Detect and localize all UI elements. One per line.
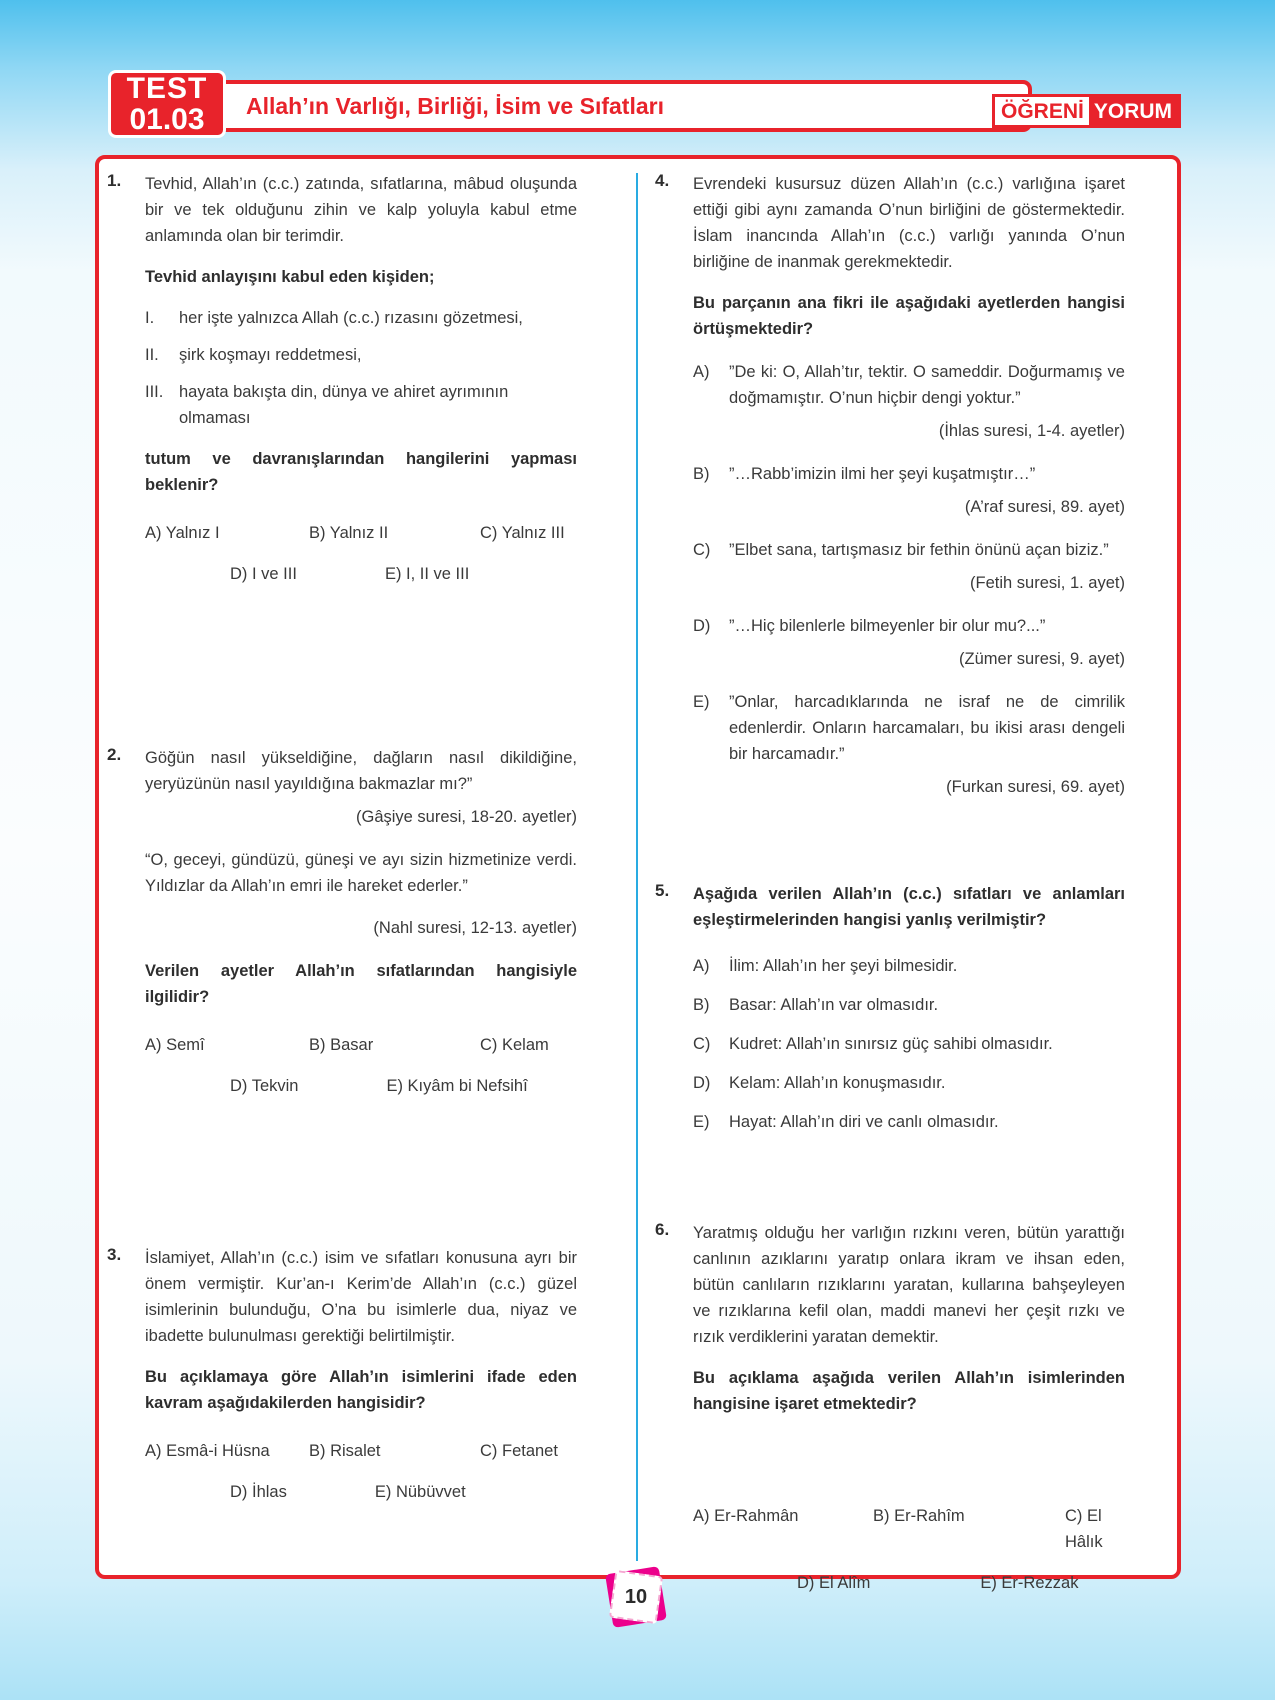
option-e: E) Nübüvvet — [374, 1482, 466, 1501]
option-d — [693, 1070, 1125, 1096]
brand-logo — [992, 94, 1181, 128]
roman-item-text: şirk koşmayı reddetmesi, — [179, 346, 362, 364]
question-2-options-row-1 — [145, 1032, 577, 1058]
question-4 — [655, 171, 1127, 817]
brand-part-yorum: YORUM — [1089, 97, 1178, 125]
option-c — [693, 1031, 1125, 1057]
option-c: C) Fetanet — [480, 1441, 558, 1460]
question-6-number: 6. — [655, 1219, 670, 1239]
question-1-intro: Tevhid, Allah’ın (c.c.) zatında, sıfatlarına, mâbud oluşunda bir ve tek olduğunu zihin ve kalp yoluyla kabul etme anlamında olan bir terimdir. — [145, 175, 577, 245]
option-text: Kelam: Allah’ın konuşmasıdır. — [729, 1073, 946, 1092]
option-e: E) Er-Rezzak — [980, 1573, 1079, 1592]
option-e — [693, 1109, 1125, 1135]
question-3-stem: Bu açıklamaya göre Allah’ın isimlerini ifade eden kavram aşağıdakilerden hangisidir? — [145, 1367, 577, 1412]
option-b: B) Er-Rahîm — [873, 1506, 965, 1525]
option-a: A) Yalnız I — [145, 524, 220, 542]
option-text: ”…Hiç bilenlerle bilmeyenler bir olur mu?...” — [729, 617, 1046, 635]
column-divider — [636, 173, 638, 1561]
option-text: ”Elbet sana, tartışmasız bir fethin önünü açan biziz.” — [729, 541, 1109, 559]
option-b — [693, 992, 1125, 1018]
roman-item-1 — [145, 305, 577, 331]
option-text: ”…Rabb’imizin ilmi her şeyi kuşatmıştır…” — [729, 465, 1036, 483]
option-text: İlim: Allah’ın her şeyi bilmesidir. — [729, 956, 958, 975]
option-a — [693, 359, 1125, 411]
question-1-number: 1. — [107, 171, 122, 190]
roman-numeral: III. — [145, 383, 164, 401]
question-1-stem-1: Tevhid anlayışını kabul eden kişiden; — [145, 268, 435, 286]
brand-part-ogreni: ÖĞRENİ — [995, 97, 1089, 125]
question-6-intro: Yaratmış olduğu her varlığın rızkını veren, bütün yarattığı canlının azıklarını yaratıp onlara ikram ve ihsan eden, bütün canlıların rızıklarını yaratan, kullarına bahşeyleyen ve rızıklarına kefil olan, maddi manevi her çeşit rızkı ve rızık verdiklerini yaratan demektir. — [693, 1223, 1125, 1346]
option-letter: D) — [693, 617, 711, 635]
question-2-number: 2. — [107, 745, 122, 764]
citation: (Nahl suresi, 12-13. ayetler) — [373, 919, 577, 937]
option-letter: E) — [693, 693, 710, 711]
question-2-stem: Verilen ayetler Allah’ın sıfatlarından hangisiyle ilgilidir? — [145, 961, 577, 1006]
question-6-stem: Bu açıklama aşağıda verilen Allah’ın isimlerinden hangisine işaret etmektedir? — [693, 1368, 1125, 1413]
option-d: D) El Alîm — [797, 1573, 871, 1592]
roman-item-3 — [145, 379, 577, 431]
question-4-stem: Bu parçanın ana fikri ile aşağıdaki ayetlerden hangisi örtüşmektedir? — [693, 294, 1125, 338]
option-letter: E) — [693, 1112, 710, 1131]
question-4-number: 4. — [655, 171, 670, 190]
option-letter: D) — [693, 1073, 711, 1092]
question-5 — [655, 881, 1127, 1135]
option-c: C) Kelam — [480, 1035, 549, 1054]
option-d: D) İhlas — [230, 1482, 287, 1501]
question-1 — [107, 171, 579, 587]
question-2 — [107, 745, 579, 1099]
option-letter: B) — [693, 995, 710, 1014]
question-4-intro: Evrendeki kusursuz düzen Allah’ın (c.c.) varlığına işaret ettiği gibi aynı zamanda O’nun birliğini de göstermektedir. İslam inancında Allah’ın (c.c.) varlığı yanında O’nun birliğine de inanmak gerekmektedir. — [693, 175, 1125, 271]
question-3-options-row-2 — [145, 1479, 577, 1505]
citation: (Furkan suresi, 69. ayet) — [946, 778, 1125, 796]
citation: (Zümer suresi, 9. ayet) — [959, 650, 1125, 668]
question-6 — [655, 1220, 1127, 1596]
option-e: E) I, II ve III — [384, 565, 470, 583]
right-column — [655, 171, 1127, 1596]
question-1-options-row-1 — [145, 520, 577, 546]
page-number-badge — [609, 1570, 663, 1624]
question-3-number: 3. — [107, 1244, 122, 1264]
option-b: B) Yalnız II — [309, 524, 389, 542]
option-d — [693, 613, 1125, 639]
question-3-options-row-1 — [145, 1438, 577, 1464]
question-2-options-row-2 — [145, 1073, 577, 1099]
question-1-options-row-2 — [145, 561, 577, 587]
questions-panel — [95, 155, 1181, 1592]
option-b — [693, 461, 1125, 487]
question-5-number: 5. — [655, 880, 670, 900]
page-number: 10 — [624, 1585, 648, 1608]
test-word: TEST — [126, 71, 208, 105]
option-letter: B) — [693, 465, 710, 483]
option-d: D) I ve III — [230, 565, 297, 583]
test-code: 01.03 — [129, 103, 205, 136]
option-a: A) Semî — [145, 1035, 205, 1054]
question-2-quote-1: Göğün nasıl yükseldiğine, dağların nasıl dikildiğine, yeryüzünün nasıl yayıldığına bakmazlar mı?” — [145, 749, 577, 793]
option-text: Basar: Allah’ın var olmasıdır. — [729, 995, 939, 1014]
question-1-stem-2: tutum ve davranışlarından hangilerini yapması beklenir? — [145, 450, 577, 494]
question-5-stem: Aşağıda verilen Allah’ın (c.c.) sıfatları ve anlamları eşleştirmelerinden hangisi yanlış verilmiştir? — [693, 884, 1125, 929]
left-column — [107, 171, 579, 1505]
option-text: ”Onlar, harcadıklarında ne israf ne de cimrilik edenlerdir. Onların harcamaları, bu ikisi arası dengeli bir harcamadır.” — [729, 693, 1125, 763]
option-b: B) Basar — [309, 1035, 374, 1054]
option-e: E) Kıyâm bi Nefsihî — [386, 1076, 528, 1095]
option-a — [693, 953, 1125, 979]
option-d: D) Tekvin — [230, 1076, 299, 1095]
citation: (Gâşiye suresi, 18-20. ayetler) — [355, 808, 577, 826]
question-6-options-row-1 — [693, 1503, 1125, 1555]
page-title: Allah’ın Varlığı, Birliği, İsim ve Sıfatları — [246, 92, 664, 119]
option-letter: C) — [693, 541, 711, 559]
question-3 — [107, 1245, 579, 1505]
roman-item-text: hayata bakışta din, dünya ve ahiret ayrımının olmaması — [179, 383, 509, 427]
option-c: C) Yalnız III — [480, 524, 565, 542]
option-text: ”De ki: O, Allah’tır, tektir. O sameddir. Doğurmamış ve doğmamıştır. O’nun hiçbir dengi yoktur.” — [729, 363, 1125, 407]
option-e — [693, 689, 1125, 767]
roman-numeral: II. — [145, 346, 159, 364]
option-a: A) Er-Rahmân — [693, 1506, 799, 1525]
option-a: A) Esmâ-i Hüsna — [145, 1441, 270, 1460]
citation: (A’raf suresi, 89. ayet) — [964, 498, 1125, 516]
option-letter: A) — [693, 956, 710, 975]
question-3-intro: İslamiyet, Allah’ın (c.c.) isim ve sıfatları konusuna ayrı bir önem vermiştir. Kur’an-ı Kerim’de Allah’ın (c.c.) güzel isimlerinin bulunduğu, O’na bu isimlerle dua, niyaz ve ibadette bulunulması gerektiği belirtilmiştir. — [145, 1248, 577, 1345]
option-text: Kudret: Allah’ın sınırsız güç sahibi olmasıdır. — [729, 1034, 1053, 1053]
badge-inner-square — [609, 1570, 663, 1624]
roman-item-2 — [145, 342, 577, 368]
test-title-bar — [214, 80, 1032, 132]
option-letter: C) — [693, 1034, 711, 1053]
option-c: C) El Hâlık — [1065, 1506, 1103, 1551]
option-letter: A) — [693, 363, 710, 381]
roman-numeral: I. — [145, 309, 155, 327]
option-c — [693, 537, 1125, 563]
question-6-options-row-2 — [693, 1570, 1125, 1596]
question-2-quote-2: “O, geceyi, gündüzü, güneşi ve ayı sizin hizmetinize verdi. Yıldızlar da Allah’ın emri ile hareket ederler.” — [145, 850, 577, 895]
option-b: B) Risalet — [309, 1441, 381, 1460]
citation: (İhlas suresi, 1-4. ayetler) — [938, 422, 1125, 440]
test-number-badge — [108, 70, 226, 138]
option-text: Hayat: Allah’ın diri ve canlı olmasıdır. — [729, 1112, 999, 1131]
citation: (Fetih suresi, 1. ayet) — [970, 574, 1125, 592]
roman-item-text: her işte yalnızca Allah (c.c.) rızasını gözetmesi, — [179, 309, 523, 327]
